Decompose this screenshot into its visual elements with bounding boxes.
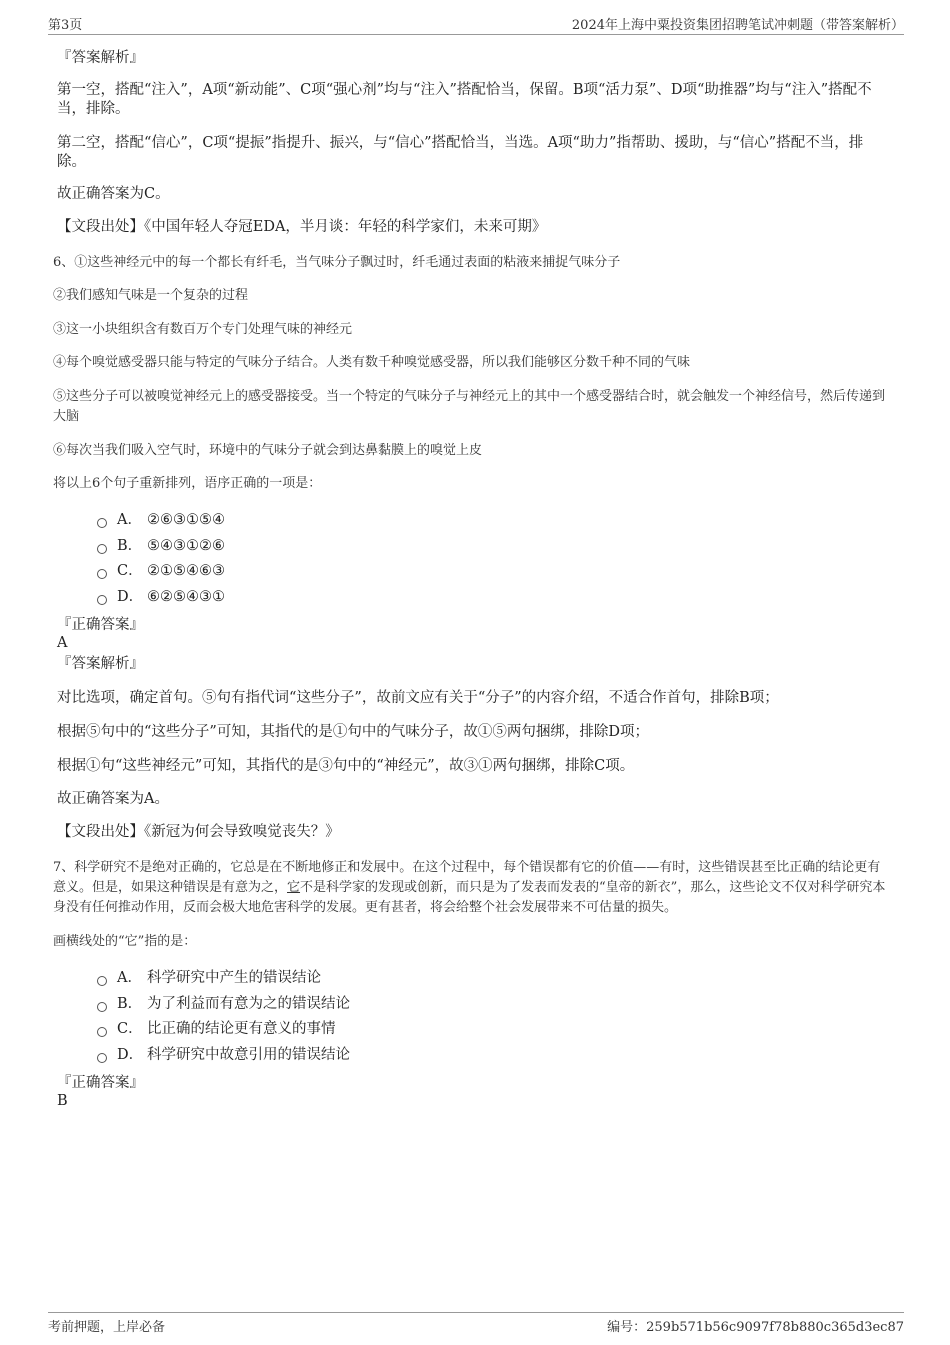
q5-analysis-p2: 第二空，搭配“信心”，C项“提振”指提升、振兴，与“信心”搭配恰当，当选。A项“助力”指帮助、援助，与“信心”搭配不当，排除。 [57, 135, 864, 170]
q7-prompt: 画横线处的“它”指的是： [53, 934, 197, 949]
q7-answer-label: 『正确答案』 [57, 1075, 144, 1091]
q5-analysis-label: 『答案解析』 [57, 50, 144, 66]
q6-prompt: 将以上6个句子重新排列，语序正确的一项是： [53, 476, 322, 491]
q6-sentence-4: ④每个嗅觉感受器只能与特定的气味分子结合。人类有数千种嗅觉感受器，所以我们能够区分数千种不同的气味 [53, 355, 691, 370]
radio-icon[interactable] [97, 976, 107, 986]
radio-icon[interactable] [97, 518, 107, 528]
radio-icon[interactable] [97, 1053, 107, 1063]
q6-sentence-2: ②我们感知气味是一个复杂的过程 [53, 288, 249, 303]
q5-source: 【文段出处】《中国年轻人夺冠EDA，半月谈：年轻的科学家们，未来可期》 [57, 219, 547, 235]
q6-answer: A [57, 635, 68, 651]
q6-sentence-6: ⑥每次当我们吸入空气时，环境中的气味分子就会到达鼻黏膜上的嗅觉上皮 [53, 443, 483, 458]
q6-source: 【文段出处】《新冠为何会导致嗅觉丧失？》 [57, 824, 340, 840]
q5-analysis-p1: 第一空，搭配“注入”，A项“新动能”、C项“强心剂”均与“注入”搭配恰当，保留。B项“活力泵”、D项“助推器”均与“注入”搭配不当，排除。 [57, 82, 872, 117]
radio-icon[interactable] [97, 1002, 107, 1012]
footer-slogan: 考前押题，上岸必备 [48, 1320, 166, 1335]
q6-sentence-3: ③这一小块组织含有数百万个专门处理气味的神经元 [53, 322, 353, 337]
q6-option-b[interactable]: B． ⑤④③①②⑥ [97, 536, 225, 556]
radio-icon[interactable] [97, 1027, 107, 1037]
q6-sentence-5: ⑤这些分子可以被嗅觉神经元上的感受器接受。当一个特定的气味分子与神经元上的其中一个感受器结合时，就会触发一个神经信号，然后传递到大脑 [53, 389, 886, 424]
page-footer [48, 1312, 904, 1335]
q6-answer-label: 『正确答案』 [57, 617, 144, 633]
underlined-word: 它 [287, 880, 301, 895]
q6-option-c[interactable]: C． ②①⑤④⑥③ [97, 561, 225, 581]
q6-analysis-p2: 根据⑤句中的“这些分子”可知，其指代的是①句中的气味分子，故①⑤两句捆绑，排除D项； [57, 724, 649, 740]
q6-option-d[interactable]: D． ⑥②⑤④③① [97, 587, 225, 607]
q7-stem: 7、科学研究不是绝对正确的，它总是在不断地修正和发展中。在这个过程中，每个错误都有它的价值——有时，这些错误甚至比正确的结论更有意义。但是，如果这种错误是有意为之，它不是科学家的发现或创新，而只是为了发表而发表的“皇帝的新衣”，那么，这些论文不仅对科学研究本身没有任何推动作用，反而会极大地危害科学的发展。更有甚者，将会给整个社会发展带来不可估量的损失。 [53, 860, 886, 915]
q7-option-a[interactable]: A． 科学研究中产生的错误结论 [97, 968, 321, 988]
page-number: 第3页 [48, 18, 83, 33]
radio-icon[interactable] [97, 544, 107, 554]
radio-icon[interactable] [97, 569, 107, 579]
q6-analysis-p4: 故正确答案为A。 [57, 791, 169, 807]
q7-option-b[interactable]: B． 为了利益而有意为之的错误结论 [97, 994, 350, 1014]
document-title: 2024年上海中粟投资集团招聘笔试冲刺题（带答案解析） [571, 18, 904, 33]
document-id: 编号：259b571b56c9097f78b880c365d3ec87 [607, 1320, 904, 1335]
q6-analysis-p1: 对比选项，确定首句。⑤句有指代词“这些分子”，故前文应有关于“分子”的内容介绍，不适合作首句，排除B项； [57, 690, 779, 706]
q6-option-a[interactable]: A． ②⑥③①⑤④ [97, 510, 225, 530]
q6-analysis-p3: 根据①句“这些神经元”可知，其指代的是③句中的“神经元”，故③①两句捆绑，排除C项。 [57, 758, 635, 774]
q6-sentence-1: 6、①这些神经元中的每一个都长有纤毛，当气味分子飘过时，纤毛通过表面的粘液来捕捉气味分子 [53, 255, 621, 270]
q5-analysis-p3: 故正确答案为C。 [57, 186, 170, 202]
q7-answer: B [57, 1093, 68, 1109]
q7-option-d[interactable]: D． 科学研究中故意引用的错误结论 [97, 1045, 350, 1065]
q6-analysis-label: 『答案解析』 [57, 656, 144, 672]
page-header [48, 14, 904, 35]
q7-option-c[interactable]: C． 比正确的结论更有意义的事情 [97, 1019, 336, 1039]
radio-icon[interactable] [97, 595, 107, 605]
